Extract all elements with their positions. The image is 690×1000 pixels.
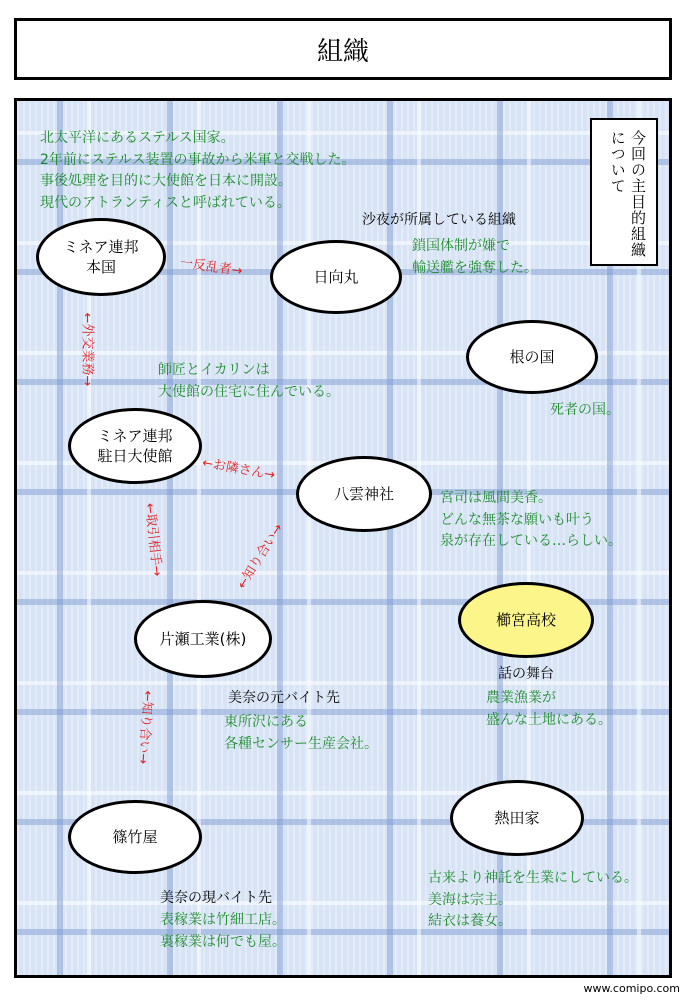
- relation-trade-partner: ←取引相手→: [141, 502, 165, 578]
- shrine-description: 宮司は風間美香。 どんな無茶な願いも叶う 泉が存在している…らしい。: [440, 490, 622, 550]
- side-note-text: 今回の主目的組織について: [608, 130, 647, 258]
- nenokuni-description: 死者の国。: [550, 402, 620, 418]
- relation-acquaintance-katase-shinochiku: ←知り合い→: [134, 690, 155, 765]
- node-shinochiku-ya: 篠竹屋: [68, 800, 202, 874]
- relation-acquaintance-katase-shrine: ←知り合い→: [234, 521, 287, 592]
- node-minea-federation: ミネア連邦 本国: [36, 218, 166, 296]
- katase-description: 東所沢にある 各種センサー生産会社。: [224, 714, 378, 752]
- node-minea-embassy: ミネア連邦 駐日大使館: [68, 408, 202, 484]
- katase-heading: 美奈の元バイト先: [228, 690, 340, 706]
- side-note-box: [590, 118, 658, 266]
- footer-credit: www.comipo.com: [583, 982, 680, 995]
- page-title: 組織: [14, 18, 672, 80]
- node-nenokuni: 根の国: [466, 320, 598, 394]
- shinochiku-description: 表稼業は竹細工店。 裏稼業は何でも屋。: [160, 912, 286, 950]
- school-heading: 話の舞台: [498, 666, 554, 682]
- minea-description: 北太平洋にあるステルス国家。 2年前にステルス装置の事故から米軍と交戦した。 事後処理を目的に大使館を日本に開設。 現代のアトランティスと呼ばれている。: [40, 130, 356, 212]
- sayo-description: 鎖国体制が嫌で 輸送艦を強奪した。: [412, 238, 538, 276]
- sayo-heading: 沙夜が所属している組織: [362, 212, 516, 228]
- node-hinatamaru: 日向丸: [270, 240, 402, 314]
- school-description: 農業漁業が 盛んな土地にある。: [486, 690, 612, 728]
- relation-neighbor: ←お隣さん→: [200, 455, 277, 484]
- node-atsuta-family: 熱田家: [450, 780, 584, 856]
- node-yakumo-shrine: 八雲神社: [296, 456, 432, 532]
- node-katase-industry: 片瀬工業(株): [134, 600, 272, 678]
- relation-foreign-affairs: ←外交業務→: [79, 312, 95, 387]
- shinochiku-heading: 美奈の現バイト先: [160, 890, 272, 906]
- relation-rebel: 一反乱者→: [178, 255, 244, 280]
- embassy-description: 師匠とイカリンは 大使館の住宅に住んでいる。: [158, 362, 340, 400]
- atsuta-description: 古来より神託を生業にしている。 美海は宗主。 結衣は養女。: [428, 870, 638, 930]
- node-kushimiya-high: 櫛宮高校: [458, 582, 594, 658]
